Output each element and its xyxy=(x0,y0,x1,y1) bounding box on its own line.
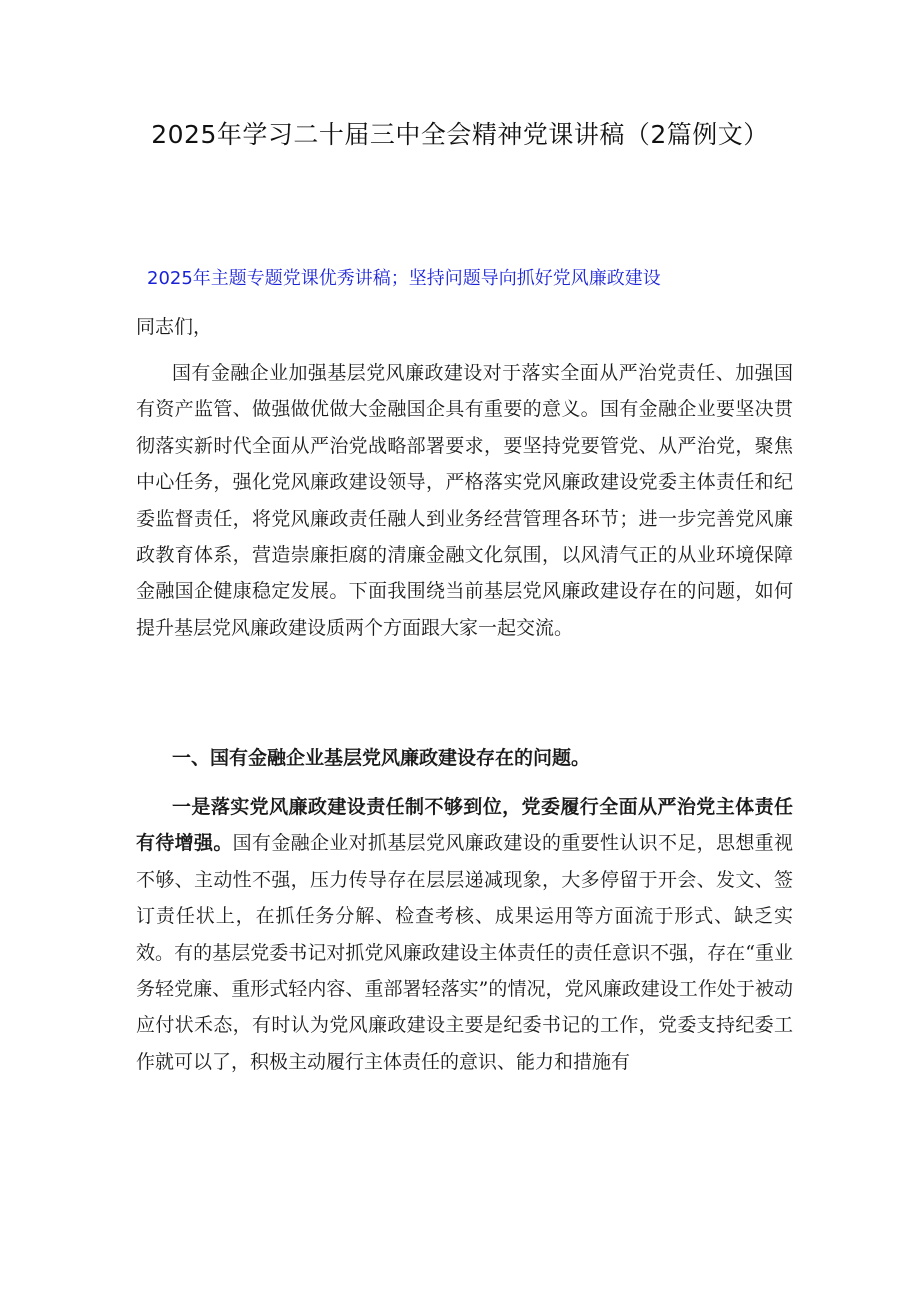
salutation: 同志们， xyxy=(136,316,213,338)
paragraph-intro: 国有金融企业加强基层党风廉政建设对于落实全面从严治党责任、加强国有资产监管、做强做优做大金融国企具有重要的意义。国有金融企业要坚决贯彻落实新时代全面从严治党战略部署要求，要坚持党要管党、从严治党，聚焦中心任务，强化党风廉政建设领导，严格落实党风廉政建设党委主体责任和纪委监督责任，将党风廉政责任融人到业务经营管理各环节；进一步完善党风廉政教育体系，营造崇廉拒腐的清廉金融文化氛围，以风清气正的从业环境保障金融国企健康稳定发展。下面我围绕当前基层党风廉政建设存在的问题，如何提升基层党风廉政建设质两个方面跟大家一起交流。 xyxy=(136,362,793,639)
subheading-problems: 一、国有金融企业基层党风廉政建设存在的问题。 xyxy=(172,747,591,769)
article-heading: 2025年主题专题党课优秀讲稿；坚持问题导向抓好党风廉政建设 xyxy=(147,268,661,289)
paragraph-body: 国有金融企业对抓基层党风廉政建设的重要性认识不足，思想重视不够、主动性不强，压力传导存在层层递减现象，大多停留于开会、发文、签订责任状上，在抓任务分解、检查考核、成果运用等方面流于形式、缺乏实效。有的基层党委书记对抓党风廉政建设主体责任的责任意识不强，存在“重业务轻党廉、重形式轻内容、重部署轻落实”的情况，党风廉政建设工作处于被动应付状禾态，有时认为党风廉政建设主要是纪委书记的工作，党委支持纪委工作就可以了，积极主动履行主体责任的意识、能力和措施有 xyxy=(136,832,793,1073)
paragraph-lead-bold: 一是落实党风廉政建设责任制不够到位，党委履行全面从严治党主体责任有待增强。 xyxy=(136,796,793,855)
paragraph-problem-one xyxy=(136,789,793,1080)
document-title: 2025年学习二十届三中全会精神党课讲稿（2篇例文） xyxy=(151,120,769,149)
